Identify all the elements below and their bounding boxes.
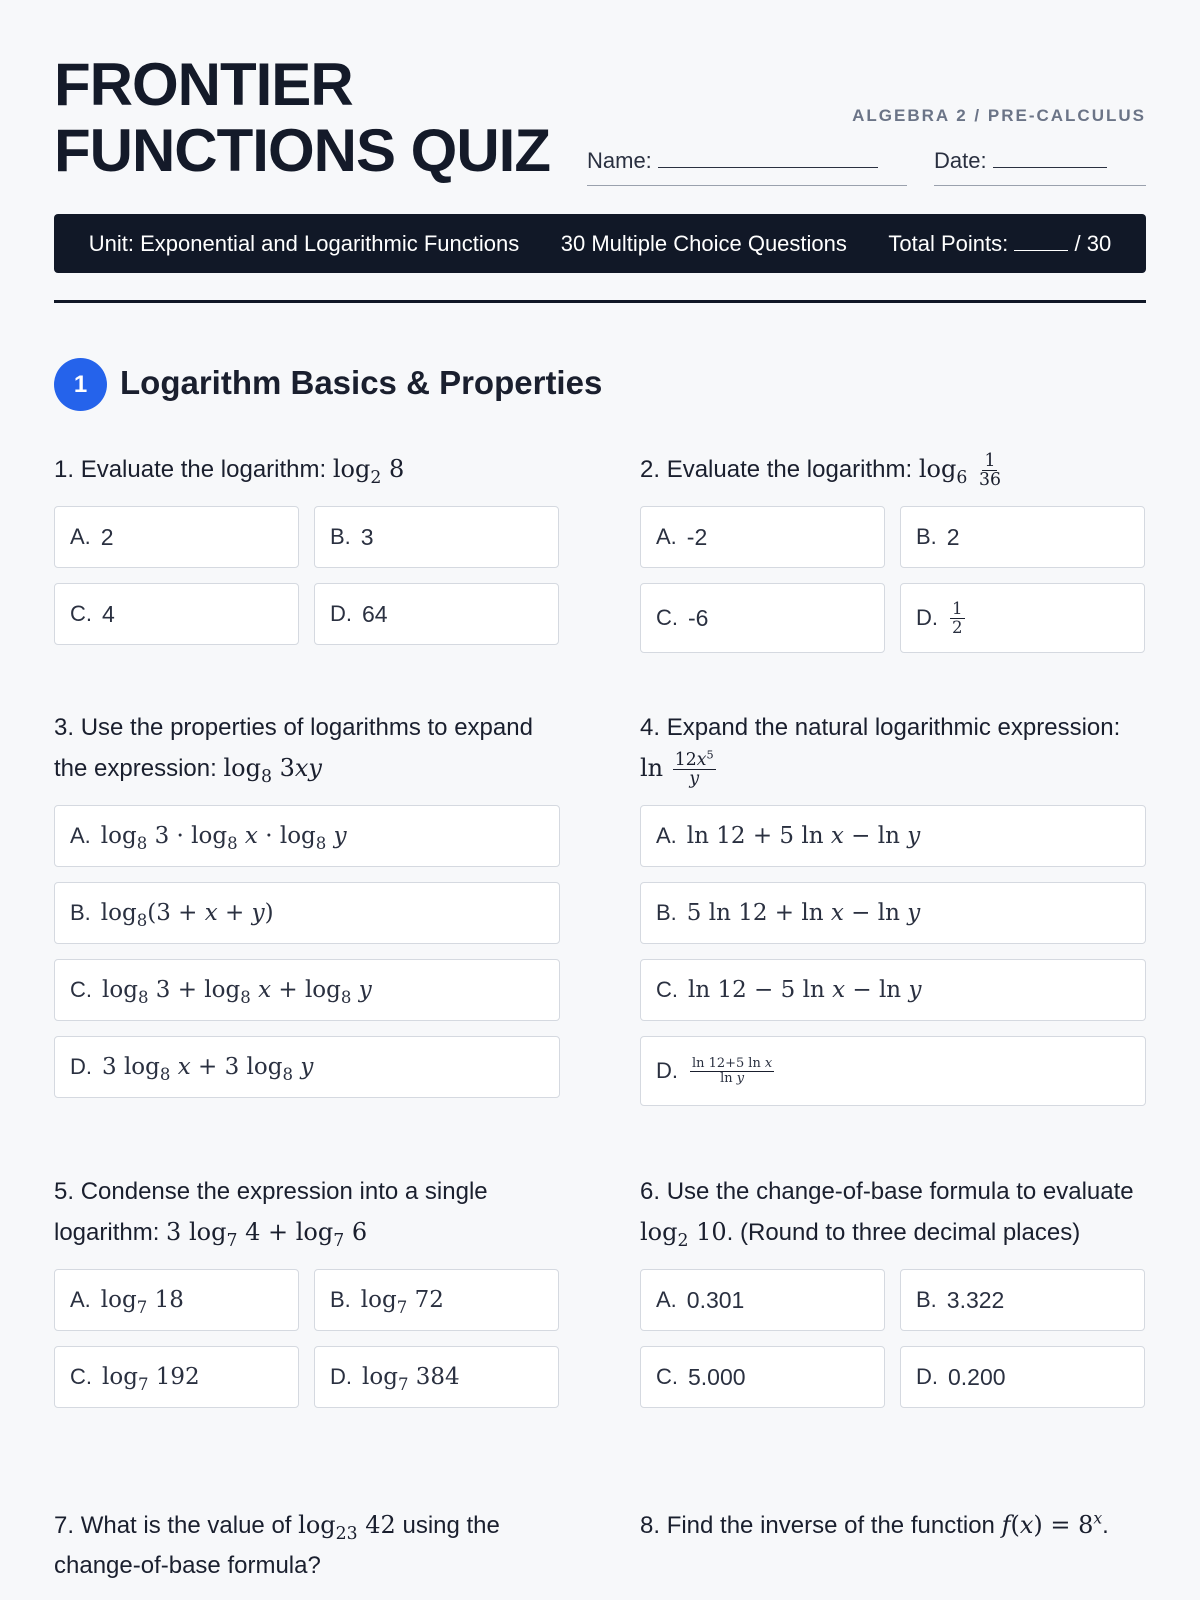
question-count: 30 Multiple Choice Questions xyxy=(560,230,847,256)
section-number-badge: 1 xyxy=(54,358,107,411)
question-text: 7. What is the value of $\log_{23} 42$ using the change-of-base formula? xyxy=(54,1511,500,1579)
subject-label: ALGEBRA 2 / PRE-CALCULUS xyxy=(852,106,1146,125)
option-b[interactable]: B. 3.322 xyxy=(900,1269,1145,1331)
question-text: 2. Evaluate the logarithm: $\log_6$ $\frac{1}{36}$ xyxy=(640,449,1146,490)
option-c[interactable]: C. 5.000 xyxy=(640,1346,885,1408)
answer-options xyxy=(54,1269,560,1408)
question-text: 3. Use the properties of logarithms to expand the expression: $\log_8 3xy$ xyxy=(54,714,533,788)
question-expression: $\log_8 3xy$ xyxy=(223,754,322,788)
option-d[interactable]: D. $\frac{1}{2}$ xyxy=(900,583,1145,653)
option-d[interactable]: D. $\frac{\text{ln 12+5 ln x}}{\text{ln y}}$ xyxy=(640,1036,1146,1106)
question-1 xyxy=(54,449,560,645)
question-expression: ln $\frac{12x^5}{y}$ xyxy=(640,748,714,789)
question-expression: 3 $\log_7 4 + \log_7 6$ xyxy=(166,1218,368,1252)
question-5 xyxy=(54,1172,560,1408)
date-blank[interactable] xyxy=(993,167,1107,168)
option-b[interactable]: B. 5 ln 12 + ln x − ln y xyxy=(640,882,1146,944)
option-d[interactable]: D. $\log_7 384$ xyxy=(314,1346,559,1408)
section-title: Logarithm Basics & Properties xyxy=(120,364,603,401)
points-blank xyxy=(1014,250,1068,251)
question-7 xyxy=(54,1505,560,1586)
question-text: 8. Find the inverse of the function $f(x) = 8^x$. xyxy=(640,1509,1109,1539)
answer-options xyxy=(640,506,1146,653)
option-b[interactable]: B. $\log_7 72$ xyxy=(314,1269,559,1331)
option-c[interactable]: C. $\log_7 192$ xyxy=(54,1346,299,1408)
option-a[interactable]: A. -2 xyxy=(640,506,885,568)
quiz-title xyxy=(54,52,550,184)
question-4 xyxy=(640,708,1146,1106)
name-blank[interactable] xyxy=(658,167,878,168)
question-expression: $\log_{23} 42$ xyxy=(298,1511,396,1545)
question-3 xyxy=(54,708,560,1098)
option-b[interactable]: B. $\log_8(3 + x + y)$ xyxy=(54,882,560,944)
option-a[interactable]: A. 0.301 xyxy=(640,1269,885,1331)
answer-options xyxy=(54,506,560,645)
total-points: Total Points: / 30 xyxy=(888,230,1112,256)
question-text: 6. Use the change-of-base formula to evaluate $\log_2 10$. (Round to three decimal places) xyxy=(640,1178,1134,1252)
option-a[interactable]: A. ln 12 + 5 ln x − ln y xyxy=(640,805,1146,867)
date-label: Date: xyxy=(934,148,987,173)
question-2 xyxy=(640,449,1146,653)
answer-options xyxy=(640,1269,1146,1408)
question-6 xyxy=(640,1172,1146,1408)
question-expression: $\log_2 10$ xyxy=(640,1218,727,1252)
answer-options xyxy=(54,805,560,1098)
question-expression: $f(x) = 8^x$ xyxy=(1001,1509,1103,1539)
option-b[interactable]: B. 2 xyxy=(900,506,1145,568)
question-text: 1. Evaluate the logarithm: $\log_2 8$ xyxy=(54,455,405,489)
name-label: Name: xyxy=(587,148,652,173)
question-text: 4. Expand the natural logarithmic expression: ln $\frac{12x^5}{y}$ xyxy=(640,714,1121,789)
question-expression: $\log_6$ $\frac{1}{36}$ xyxy=(918,450,1001,490)
date-field[interactable] xyxy=(934,146,1146,186)
option-c[interactable]: C. -6 xyxy=(640,583,885,653)
option-b[interactable]: B. 3 xyxy=(314,506,559,568)
answer-options xyxy=(640,805,1146,1106)
unit-label: Unit: Exponential and Logarithmic Functions xyxy=(88,230,520,256)
name-field[interactable] xyxy=(587,146,907,186)
option-d[interactable]: D. 64 xyxy=(314,583,559,645)
question-expression: $\log_2 8$ xyxy=(332,455,405,489)
option-a[interactable]: A. 2 xyxy=(54,506,299,568)
title-line-1: FRONTIER xyxy=(54,51,353,118)
question-8 xyxy=(640,1505,1146,1546)
option-c[interactable]: C. $\log_8 3 + \log_8 x + \log_8 y$ xyxy=(54,959,560,1021)
unit-info-bar xyxy=(54,214,1146,273)
question-text: 5. Condense the expression into a single logarithm: 3 $\log_7 4 + \log_7 6$ xyxy=(54,1178,488,1252)
option-d[interactable]: D. 3 $\log_8 x + 3$ $\log_8 y$ xyxy=(54,1036,560,1098)
option-a[interactable]: A. $\log_7 18$ xyxy=(54,1269,299,1331)
title-line-2: FUNCTIONS QUIZ xyxy=(54,117,550,184)
option-d[interactable]: D. 0.200 xyxy=(900,1346,1145,1408)
option-c[interactable]: C. ln 12 − 5 ln x − ln y xyxy=(640,959,1146,1021)
header-divider xyxy=(54,300,1146,303)
option-a[interactable]: A. $\log_8 3 \cdot \log_8 x \cdot \log_8 y$ xyxy=(54,805,560,867)
option-c[interactable]: C. 4 xyxy=(54,583,299,645)
